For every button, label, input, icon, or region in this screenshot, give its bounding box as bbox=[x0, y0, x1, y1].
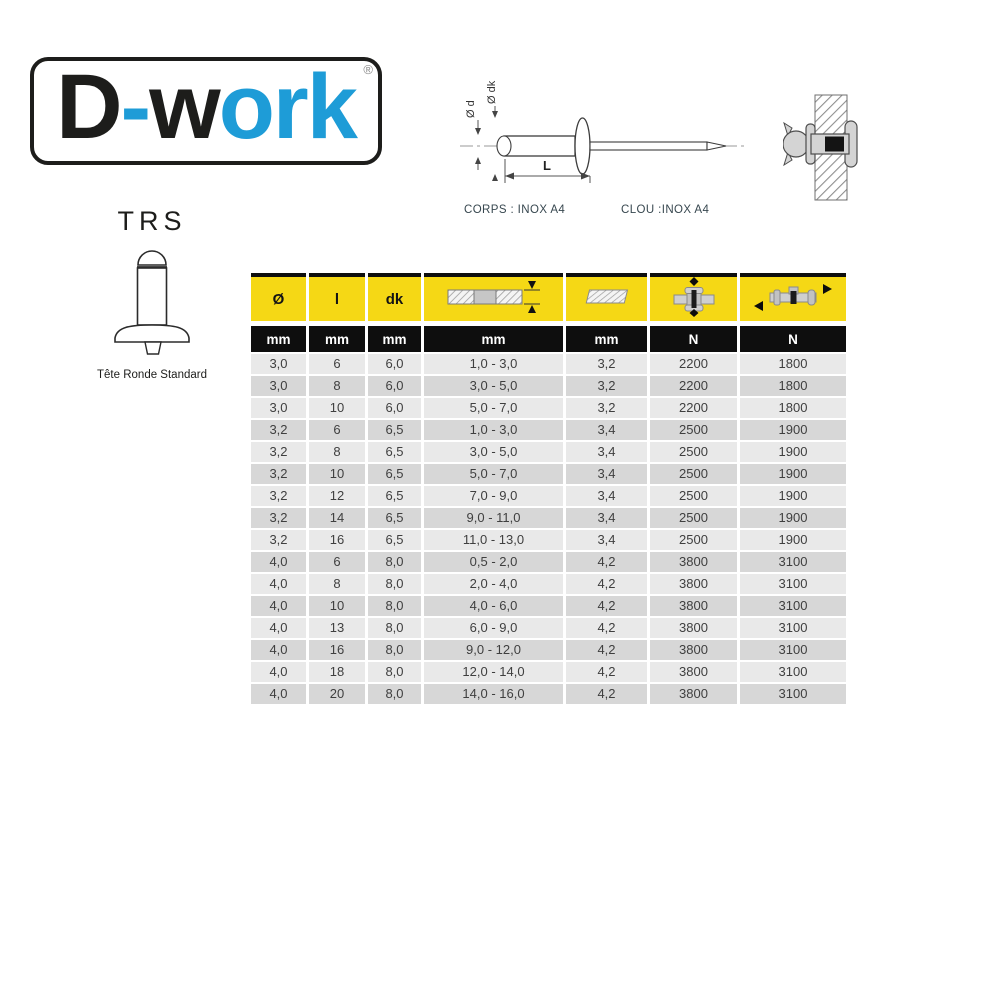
grip-range-icon bbox=[444, 280, 544, 314]
nail-material-label: CLOU :INOX A4 bbox=[621, 204, 710, 216]
table-cell: 4,2 bbox=[566, 552, 647, 572]
table-cell: 3,2 bbox=[251, 530, 306, 550]
product-caption: Tête Ronde Standard bbox=[97, 369, 207, 381]
table-cell: 1,0 - 3,0 bbox=[424, 354, 563, 374]
table-cell: 4,2 bbox=[566, 618, 647, 638]
logo-letter-d: D bbox=[56, 56, 121, 158]
table-cell: 1900 bbox=[740, 508, 846, 528]
table-cell: 1900 bbox=[740, 420, 846, 440]
table-cell: 3800 bbox=[650, 574, 737, 594]
rivet-front-view-illustration bbox=[104, 241, 200, 356]
table-cell: 3,2 bbox=[251, 486, 306, 506]
dim-label-d: Ø d bbox=[465, 100, 477, 118]
table-cell: 1900 bbox=[740, 486, 846, 506]
shear-strength-icon bbox=[754, 282, 832, 312]
table-cell: 1800 bbox=[740, 376, 846, 396]
table-cell: 0,5 - 2,0 bbox=[424, 552, 563, 572]
table-cell: 3,2 bbox=[566, 354, 647, 374]
dim-label-length: L bbox=[543, 158, 551, 173]
table-cell: 1800 bbox=[740, 354, 846, 374]
unit-cell: mm bbox=[566, 326, 647, 352]
logo-hyphen: - bbox=[120, 56, 150, 158]
table-cell: 4,0 bbox=[251, 552, 306, 572]
table-row bbox=[251, 552, 846, 572]
table-cell: 9,0 - 12,0 bbox=[424, 640, 563, 660]
table-cell: 10 bbox=[309, 464, 365, 484]
table-cell: 3,4 bbox=[566, 420, 647, 440]
table-cell: 2500 bbox=[650, 420, 737, 440]
table-cell: 3,4 bbox=[566, 464, 647, 484]
table-cell: 2500 bbox=[650, 464, 737, 484]
table-cell: 11,0 - 13,0 bbox=[424, 530, 563, 550]
table-cell: 8,0 bbox=[368, 596, 421, 616]
table-cell: 3,2 bbox=[251, 420, 306, 440]
table-row bbox=[251, 596, 846, 616]
product-variant-block bbox=[96, 206, 208, 381]
table-row bbox=[251, 420, 846, 440]
table-cell: 3800 bbox=[650, 596, 737, 616]
table-cell: 4,2 bbox=[566, 684, 647, 704]
mandrel-remnant bbox=[825, 137, 844, 152]
table-cell: 3800 bbox=[650, 618, 737, 638]
table-cell: 6,0 bbox=[368, 398, 421, 418]
table-cell: 3,0 bbox=[251, 376, 306, 396]
table-cell: 4,0 bbox=[251, 618, 306, 638]
table-cell: 2200 bbox=[650, 376, 737, 396]
table-cell: 18 bbox=[309, 662, 365, 682]
table-cell: 4,0 bbox=[251, 684, 306, 704]
table-cell: 16 bbox=[309, 640, 365, 660]
table-cell: 4,0 bbox=[251, 662, 306, 682]
table-cell: 6,0 - 9,0 bbox=[424, 618, 563, 638]
table-row bbox=[251, 464, 846, 484]
logo-wordmark bbox=[56, 56, 356, 158]
table-cell: 4,2 bbox=[566, 662, 647, 682]
unit-cell: mm bbox=[251, 326, 306, 352]
table-cell: 3,0 - 5,0 bbox=[424, 442, 563, 462]
table-cell: 6 bbox=[309, 420, 365, 440]
table-cell: 2500 bbox=[650, 442, 737, 462]
table-cell: 10 bbox=[309, 596, 365, 616]
table-row bbox=[251, 530, 846, 550]
table-cell: 20 bbox=[309, 684, 365, 704]
table-cell: 4,2 bbox=[566, 640, 647, 660]
unit-cell: mm bbox=[424, 326, 563, 352]
col-header-tensile bbox=[650, 273, 737, 324]
table-cell: 6,5 bbox=[368, 442, 421, 462]
table-cell: 1900 bbox=[740, 530, 846, 550]
dim-label-dk: Ø dk bbox=[486, 80, 498, 104]
table-cell: 3,0 - 5,0 bbox=[424, 376, 563, 396]
table-row bbox=[251, 640, 846, 660]
spec-table bbox=[248, 271, 849, 706]
table-cell: 5,0 - 7,0 bbox=[424, 398, 563, 418]
table-cell: 6,0 bbox=[368, 376, 421, 396]
table-cell: 8 bbox=[309, 442, 365, 462]
table-cell: 3100 bbox=[740, 574, 846, 594]
header-row bbox=[251, 273, 846, 324]
table-cell: 6,0 bbox=[368, 354, 421, 374]
table-cell: 2500 bbox=[650, 530, 737, 550]
table-row bbox=[251, 574, 846, 594]
table-cell: 12 bbox=[309, 486, 365, 506]
table-cell: 3100 bbox=[740, 552, 846, 572]
mandrel-head-ball bbox=[783, 131, 809, 157]
table-cell: 3,0 bbox=[251, 398, 306, 418]
table-cell: 8,0 bbox=[368, 684, 421, 704]
unit-cell: N bbox=[740, 326, 846, 352]
table-cell: 8,0 bbox=[368, 618, 421, 638]
table-cell: 8,0 bbox=[368, 574, 421, 594]
spec-table-body bbox=[251, 354, 846, 704]
table-cell: 2500 bbox=[650, 486, 737, 506]
rivet-body-cap bbox=[497, 136, 511, 156]
table-cell: 4,0 bbox=[251, 640, 306, 660]
table-cell: 3,2 bbox=[566, 398, 647, 418]
table-cell: 6 bbox=[309, 552, 365, 572]
table-cell: 6,5 bbox=[368, 420, 421, 440]
rivet-mandrel bbox=[590, 142, 707, 150]
table-cell: 4,2 bbox=[566, 596, 647, 616]
table-cell: 10 bbox=[309, 398, 365, 418]
col-header-head-diameter: dk bbox=[368, 273, 421, 324]
table-cell: 3,2 bbox=[566, 376, 647, 396]
table-cell: 3,2 bbox=[251, 508, 306, 528]
table-cell: 14,0 - 16,0 bbox=[424, 684, 563, 704]
table-row bbox=[251, 684, 846, 704]
table-cell: 2,0 - 4,0 bbox=[424, 574, 563, 594]
table-cell: 3800 bbox=[650, 684, 737, 704]
table-cell: 3,2 bbox=[251, 442, 306, 462]
table-cell: 4,0 - 6,0 bbox=[424, 596, 563, 616]
table-cell: 3,4 bbox=[566, 530, 647, 550]
product-code: TRS bbox=[117, 206, 187, 236]
unit-cell: mm bbox=[368, 326, 421, 352]
table-cell: 1800 bbox=[740, 398, 846, 418]
dwork-logo bbox=[30, 57, 382, 165]
table-row bbox=[251, 662, 846, 682]
table-row bbox=[251, 354, 846, 374]
logo-letters-ork: ork bbox=[218, 56, 356, 158]
table-cell: 5,0 - 7,0 bbox=[424, 464, 563, 484]
table-cell: 6,5 bbox=[368, 508, 421, 528]
table-cell: 1,0 - 3,0 bbox=[424, 420, 563, 440]
unit-cell: mm bbox=[309, 326, 365, 352]
table-cell: 16 bbox=[309, 530, 365, 550]
table-row bbox=[251, 442, 846, 462]
table-row bbox=[251, 618, 846, 638]
table-cell: 8,0 bbox=[368, 640, 421, 660]
rivet-mandrel-tip bbox=[707, 142, 726, 150]
table-cell: 4,0 bbox=[251, 574, 306, 594]
table-cell: 2200 bbox=[650, 398, 737, 418]
table-cell: 3,2 bbox=[251, 464, 306, 484]
table-cell: 6 bbox=[309, 354, 365, 374]
table-row bbox=[251, 398, 846, 418]
rivet-head-flange bbox=[575, 118, 590, 174]
table-cell: 4,0 bbox=[251, 596, 306, 616]
table-cell: 3,4 bbox=[566, 508, 647, 528]
table-row bbox=[251, 376, 846, 396]
table-cell: 4,2 bbox=[566, 574, 647, 594]
table-cell: 3,4 bbox=[566, 442, 647, 462]
table-cell: 6,5 bbox=[368, 464, 421, 484]
bottom-plate-hatched bbox=[815, 153, 847, 200]
table-row bbox=[251, 508, 846, 528]
col-header-diameter: Ø bbox=[251, 273, 306, 324]
table-cell: 8,0 bbox=[368, 552, 421, 572]
rivet-body bbox=[504, 136, 575, 156]
table-cell: 6,5 bbox=[368, 486, 421, 506]
table-cell: 3800 bbox=[650, 552, 737, 572]
body-material-label: CORPS : INOX A4 bbox=[464, 204, 566, 216]
table-cell: 2500 bbox=[650, 508, 737, 528]
table-cell: 3,0 bbox=[251, 354, 306, 374]
table-cell: 13 bbox=[309, 618, 365, 638]
table-cell: 9,0 - 11,0 bbox=[424, 508, 563, 528]
logo-letter-w: w bbox=[149, 56, 219, 158]
table-cell: 8 bbox=[309, 376, 365, 396]
table-cell: 3100 bbox=[740, 662, 846, 682]
col-header-grip-range bbox=[424, 273, 563, 324]
table-cell: 3100 bbox=[740, 596, 846, 616]
table-cell: 14 bbox=[309, 508, 365, 528]
table-cell: 8 bbox=[309, 574, 365, 594]
table-cell: 3100 bbox=[740, 618, 846, 638]
top-plate-hatched bbox=[815, 95, 847, 135]
col-header-drill-hole bbox=[566, 273, 647, 324]
table-cell: 6,5 bbox=[368, 530, 421, 550]
tensile-strength-icon bbox=[672, 277, 716, 317]
table-row bbox=[251, 486, 846, 506]
installed-rivet-cross-section bbox=[783, 92, 871, 204]
col-header-length: l bbox=[309, 273, 365, 324]
table-cell: 3100 bbox=[740, 684, 846, 704]
table-cell: 1900 bbox=[740, 442, 846, 462]
table-cell: 2200 bbox=[650, 354, 737, 374]
table-cell: 3800 bbox=[650, 640, 737, 660]
table-cell: 8,0 bbox=[368, 662, 421, 682]
units-row bbox=[251, 326, 846, 352]
drill-hole-icon bbox=[580, 288, 634, 306]
registered-trademark-mark: ® bbox=[363, 62, 373, 77]
rivet-technical-drawing bbox=[438, 56, 774, 206]
table-cell: 3,4 bbox=[566, 486, 647, 506]
table-cell: 1900 bbox=[740, 464, 846, 484]
table-cell: 12,0 - 14,0 bbox=[424, 662, 563, 682]
table-cell: 3800 bbox=[650, 662, 737, 682]
table-cell: 7,0 - 9,0 bbox=[424, 486, 563, 506]
col-header-shear bbox=[740, 273, 846, 324]
table-cell: 3100 bbox=[740, 640, 846, 660]
unit-cell: N bbox=[650, 326, 737, 352]
